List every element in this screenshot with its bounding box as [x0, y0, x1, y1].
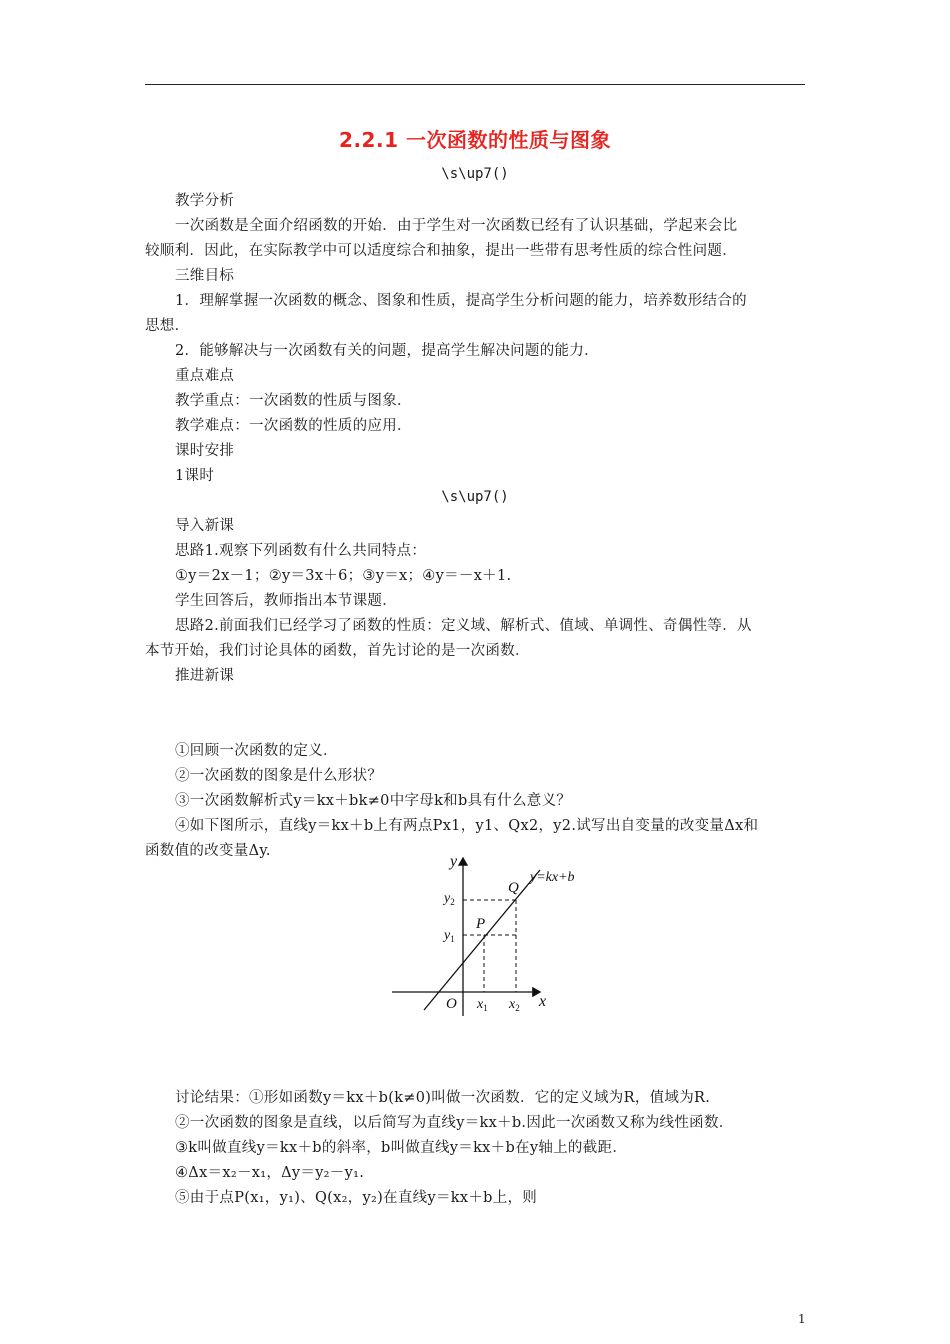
point-q-label: Q: [508, 880, 519, 896]
tick-y2-label: $y_2$: [444, 891, 455, 907]
question-item: ①回顾一次函数的定义．: [175, 743, 338, 759]
x-axis-label: x: [539, 993, 547, 1010]
header-rule: [145, 84, 805, 85]
teaching-focus: 教学重点：一次函数的性质与图象．: [175, 393, 412, 409]
schedule-heading: 课时安排: [175, 443, 235, 459]
schedule-value: 1课时: [175, 468, 215, 484]
goal-item: 1．理解掌握一次函数的概念、图象和性质，提高学生分析问题的能力，培养数形结合的: [175, 293, 747, 309]
origin-label: O: [446, 996, 457, 1012]
intro-functions: ①y＝2x－1；②y＝3x＋6；③y＝x；④y＝－x＋1.: [175, 568, 512, 584]
analysis-paragraph-line: 一次函数是全面介绍函数的开始．由于学生对一次函数已经有了认识基础，学起来会比: [175, 218, 738, 234]
y-axis-label: y: [450, 853, 458, 870]
result-item: ④Δx＝x₂－x₁，Δy＝y₂－y₁.: [175, 1165, 365, 1181]
goals-heading: 三维目标: [175, 268, 235, 284]
result-item: 讨论结果：①形如函数y＝kx＋b(k≠0)叫做一次函数．它的定义域为R，值域为R.: [175, 1090, 711, 1106]
function-line: [424, 870, 540, 1010]
point-p-label: P: [476, 916, 486, 932]
lesson-title: 2.2.1 一次函数的性质与图象: [339, 128, 611, 152]
question-item: ③一次函数解析式y＝kx＋bk≠0中字母k和b具有什么意义？: [175, 793, 572, 809]
intro-idea-1: 思路1.观察下列函数有什么共同特点：: [175, 543, 427, 559]
goal-item: 2．能够解决与一次函数有关的问题，提高学生解决问题的能力．: [175, 343, 599, 359]
linear-function-figure: [384, 848, 604, 1018]
result-item: ⑤由于点P(x₁，y₁)、Q(x₂，y₂)在直线y＝kx＋b上，则: [175, 1190, 538, 1206]
keypoints-heading: 重点难点: [175, 368, 235, 384]
format-marker: \s\up7(): [441, 166, 509, 182]
equation-label: y=kx+b: [530, 870, 575, 885]
teaching-difficulty: 教学难点：一次函数的性质的应用．: [175, 418, 412, 434]
result-item: ②一次函数的图象是直线，以后简写为直线y＝kx＋b.因此一次函数又称为线性函数．: [175, 1115, 734, 1131]
newlesson-heading: 推进新课: [175, 668, 235, 684]
intro-answer: 学生回答后，教师指出本节课题．: [175, 593, 397, 609]
intro-heading: 导入新课: [175, 518, 235, 534]
goal-item: 思想．: [145, 318, 190, 334]
analysis-heading: 教学分析: [175, 193, 235, 209]
question-item: 函数值的改变量Δy.: [145, 843, 271, 859]
intro-idea-2: 本节开始，我们讨论具体的函数，首先讨论的是一次函数．: [145, 643, 530, 659]
question-item: ④如下图所示，直线y＝kx＋b上有两点Px1，y1、Qx2，y2.试写出自变量的改变量Δx和: [175, 818, 759, 834]
result-item: ③k叫做直线y＝kx＋b的斜率，b叫做直线y＝kx＋b在y轴上的截距．: [175, 1140, 628, 1156]
question-item: ②一次函数的图象是什么形状？: [175, 768, 383, 784]
analysis-paragraph-line: 较顺利．因此，在实际教学中可以适度综合和抽象，提出一些带有思考性质的综合性问题．: [145, 243, 737, 259]
tick-x1-label: $x_1$: [477, 997, 488, 1013]
tick-x2-label: $x_2$: [509, 997, 520, 1013]
tick-y1-label: $y_1$: [444, 928, 455, 944]
format-marker: \s\up7(): [441, 489, 509, 505]
intro-idea-2: 思路2.前面我们已经学习了函数的性质：定义域、解析式、值域、单调性、奇偶性等．从: [175, 618, 752, 634]
page-number: 1: [798, 1312, 806, 1326]
